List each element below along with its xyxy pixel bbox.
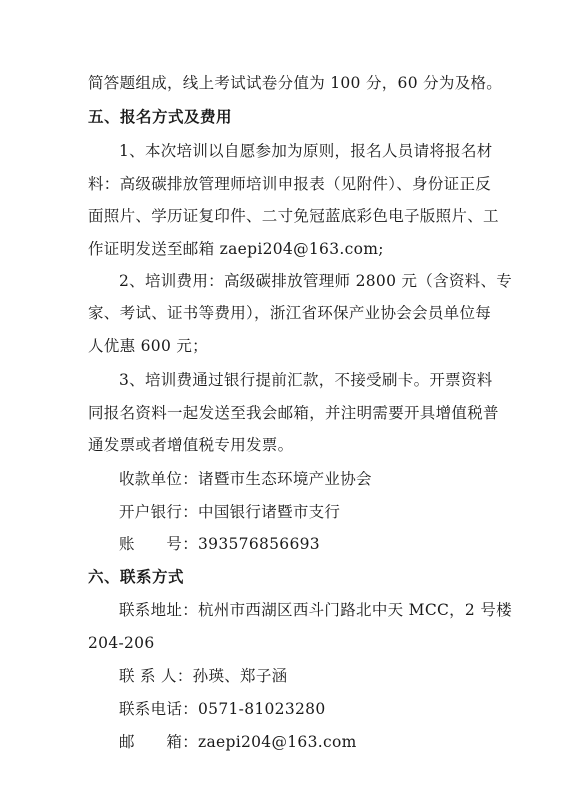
contact-person-row	[119, 666, 287, 686]
paragraph-line: 简答题组成，线上考试试卷分值为 100 分，60 分为及格。	[88, 74, 503, 92]
address-label: 联系地址：	[119, 601, 199, 619]
email-value: zaepi204@163.com	[198, 733, 357, 751]
paragraph-line: 家、考试、证书等费用），浙江省环保产业协会会员单位每	[88, 304, 492, 322]
contact-person-label: 联 系 人：	[119, 667, 193, 685]
paragraph-line: 通发票或者增值税专用发票。	[88, 436, 294, 454]
account-value: 393576856693	[198, 535, 320, 553]
payee-value: 诸暨市生态环境产业协会	[198, 470, 372, 488]
email-row	[119, 732, 357, 752]
paragraph-line: 2、培训费用：高级碳排放管理师 2800 元（含资料、专	[119, 272, 513, 290]
paragraph-line: 料：高级碳排放管理师培训申报表（见附件）、身份证正反	[88, 175, 492, 193]
address-value: 杭州市西湖区西斗门路北中天 MCC，2 号楼	[198, 601, 512, 619]
bank-row	[119, 502, 340, 522]
phone-value: 0571-81023280	[198, 700, 326, 718]
payee-label: 收款单位：	[119, 470, 199, 488]
contact-person-value: 孙瑛、郑子涵	[192, 667, 288, 685]
bank-label: 开户银行：	[119, 503, 199, 521]
paragraph-line: 作证明发送至邮箱 zaepi204@163.com;	[88, 240, 384, 258]
account-row	[119, 534, 320, 554]
email-label: 邮 箱：	[119, 733, 199, 751]
paragraph-line: 1、本次培训以自愿参加为原则，报名人员请将报名材	[119, 142, 493, 160]
phone-row	[119, 699, 326, 719]
section-heading-registration: 五、报名方式及费用	[88, 108, 233, 126]
section-heading-contact: 六、联系方式	[88, 568, 185, 586]
paragraph-line: 人优惠 600 元；	[88, 337, 208, 355]
paragraph-line: 3、培训费通过银行提前汇款，不接受刷卡。开票资料	[119, 371, 493, 389]
paragraph-line: 同报名资料一起发送至我会邮箱，并注明需要开具增值税普	[88, 404, 499, 422]
payee-row	[119, 469, 372, 489]
bank-value: 中国银行诸暨市支行	[198, 503, 341, 521]
account-label: 账 号：	[119, 535, 199, 553]
phone-label: 联系电话：	[119, 700, 199, 718]
address-continuation: 204-206	[88, 634, 155, 652]
address-row	[119, 600, 512, 620]
paragraph-line: 面照片、学历证复印件、二寸免冠蓝底彩色电子版照片、工	[88, 207, 499, 225]
